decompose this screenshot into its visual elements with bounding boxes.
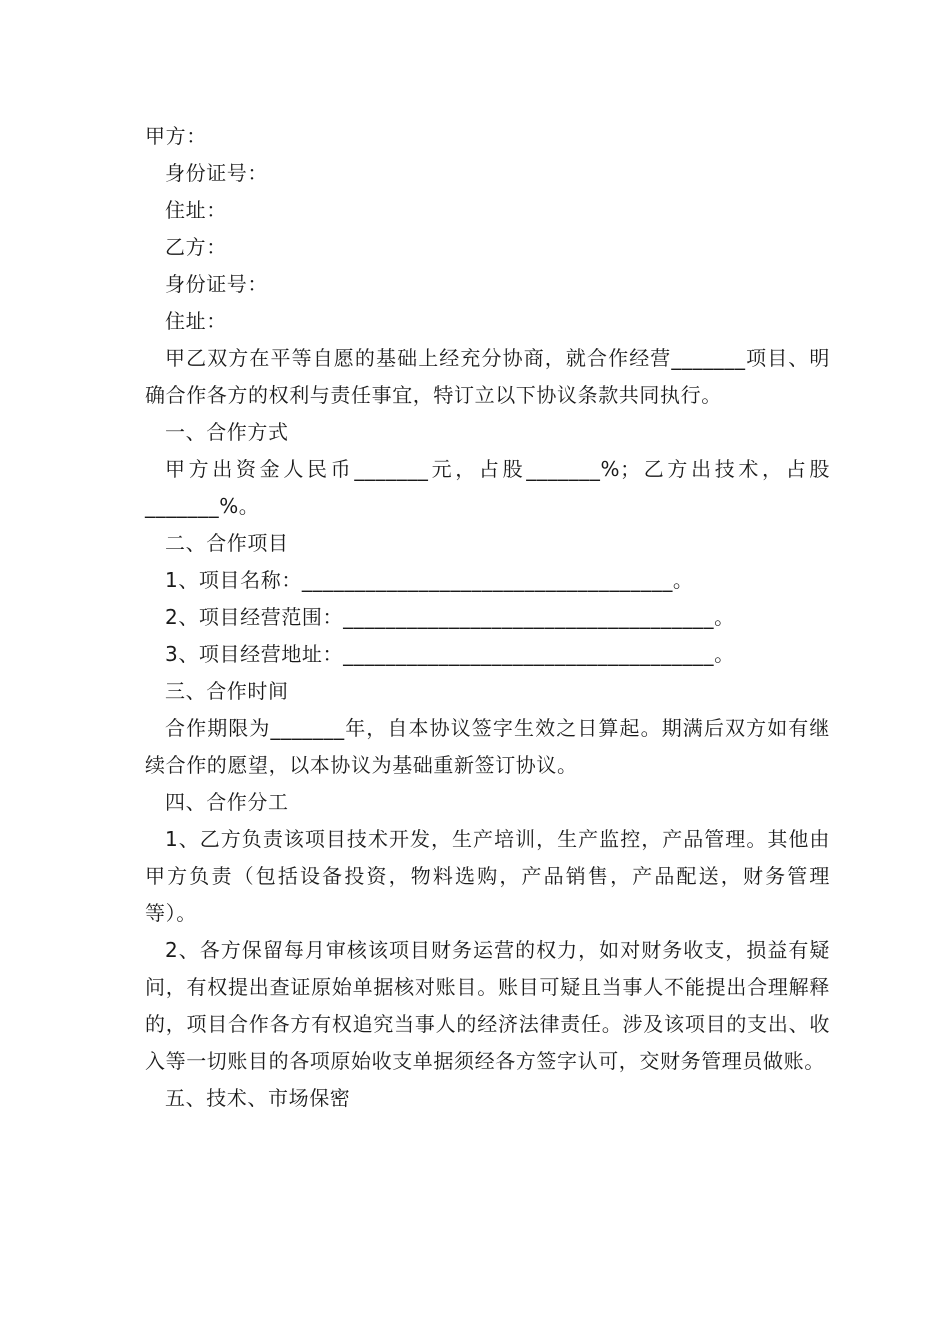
section-4-title: 四、合作分工 <box>165 790 289 814</box>
contract-document <box>145 118 830 1117</box>
section-5-title: 五、技术、市场保密 <box>165 1086 351 1110</box>
section-3-text: 合作期限为_______年，自本协议签字生效之日算起。期满后双方如有继续合作的愿望，以本协议为基础重新签订协议。 <box>145 716 830 777</box>
section-2-title: 二、合作项目 <box>165 531 289 555</box>
section-2-item-business-address: 3、项目经营地址：___________________________________。 <box>165 642 735 666</box>
party-a-label: 甲方： <box>145 124 207 148</box>
section-4-item-1: 1、乙方负责该项目技术开发，生产培训，生产监控，产品管理。其他由甲方负责（包括设备投资，物料选购，产品销售，产品配送，财务管理等）。 <box>145 827 830 925</box>
section-1-title: 一、合作方式 <box>165 420 289 444</box>
intro-paragraph: 甲乙双方在平等自愿的基础上经充分协商，就合作经营_______项目、明确合作各方的权利与责任事宜，特订立以下协议条款共同执行。 <box>145 346 830 407</box>
section-2-item-business-scope: 2、项目经营范围：___________________________________。 <box>165 605 735 629</box>
section-3-title: 三、合作时间 <box>165 679 289 703</box>
section-4-item-2: 2、各方保留每月审核该项目财务运营的权力，如对财务收支，损益有疑问，有权提出查证原始单据核对账目。账目可疑且当事人不能提出合理解释的，项目合作各方有权追究当事人的经济法律责任。涉及该项目的支出、收入等一切账目的各项原始收支单据须经各方签字认可，交财务管理员做账。 <box>145 938 830 1073</box>
section-2-item-project-name: 1、项目名称：___________________________________。 <box>165 568 694 592</box>
party-a-address-field: 住址： <box>165 198 227 222</box>
section-1-text: 甲方出资金人民币_______元，占股_______%；乙方出技术，占股_______%。 <box>145 457 830 518</box>
party-b-address-field: 住址： <box>165 309 227 333</box>
party-b-label: 乙方： <box>165 235 227 259</box>
party-a-id-field: 身份证号： <box>165 161 268 185</box>
party-b-id-field: 身份证号： <box>165 272 268 296</box>
